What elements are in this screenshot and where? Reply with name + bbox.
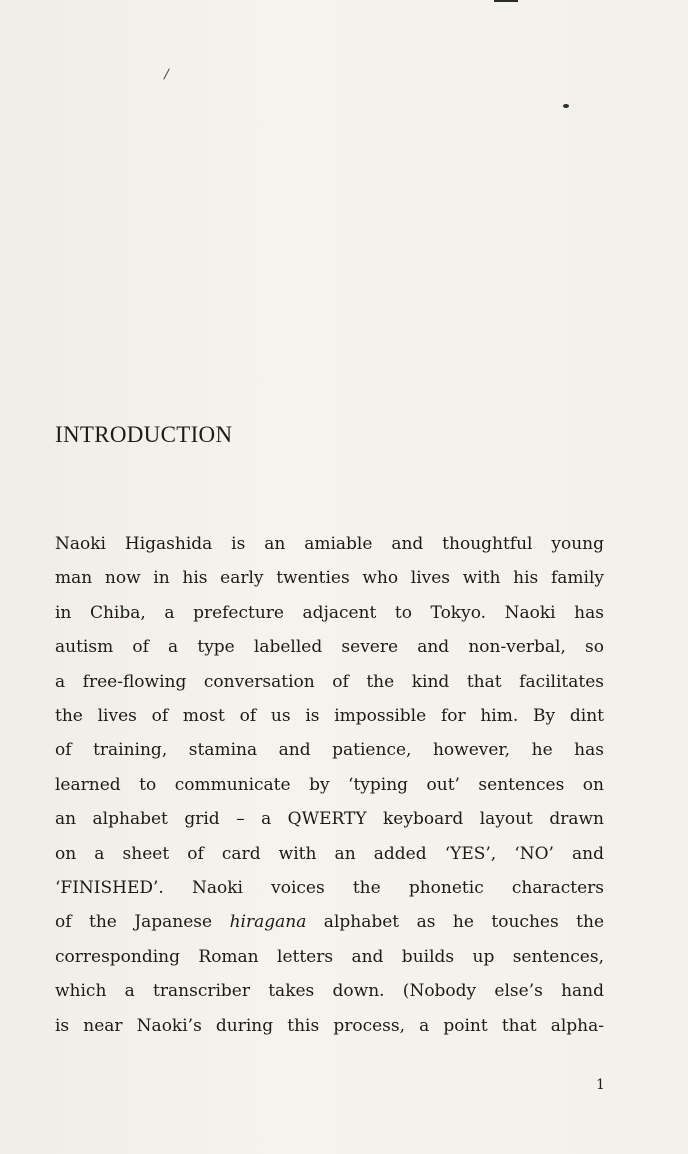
text-line: the lives of most of us is impossible for him. By dint <box>55 706 604 727</box>
text-line: is near Naoki’s during this process, a point that alpha- <box>55 1015 604 1036</box>
printing-mark <box>563 104 569 108</box>
text-line: ‘FINISHED’. Naoki voices the phonetic characters <box>55 878 604 899</box>
text-line-start: of the Japanese <box>55 912 230 933</box>
text-line: corresponding Roman letters and builds up sentences, <box>55 946 604 967</box>
chapter-heading: INTRODUCTION <box>55 422 233 447</box>
printing-mark <box>494 0 518 2</box>
text-line: man now in his early twenties who lives with his family <box>55 568 604 589</box>
text-line <box>55 905 604 939</box>
text-line: an alphabet grid – a QWERTY keyboard layout drawn <box>55 809 604 830</box>
text-line-end: alphabet as he touches the <box>306 912 605 933</box>
text-line: of training, stamina and patience, however, he has <box>55 740 604 761</box>
text-line: autism of a type labelled severe and non-verbal, so <box>55 637 604 658</box>
text-line: which a transcriber takes down. (Nobody else’s hand <box>55 981 604 1002</box>
italic-term: hiragana <box>229 912 307 933</box>
text-line: on a sheet of card with an added ‘YES’, ‘NO’ and <box>55 843 604 864</box>
printing-mark <box>163 68 170 79</box>
text-line: Naoki Higashida is an amiable and thoughtful young <box>55 534 604 554</box>
body-paragraph <box>55 527 604 1043</box>
text-line: a free-flowing conversation of the kind that facilitates <box>55 671 604 692</box>
text-line: learned to communicate by ‘typing out’ sentences on <box>55 774 604 795</box>
page-number: 1 <box>596 1077 605 1093</box>
text-line: in Chiba, a prefecture adjacent to Tokyo. Naoki has <box>55 602 604 623</box>
